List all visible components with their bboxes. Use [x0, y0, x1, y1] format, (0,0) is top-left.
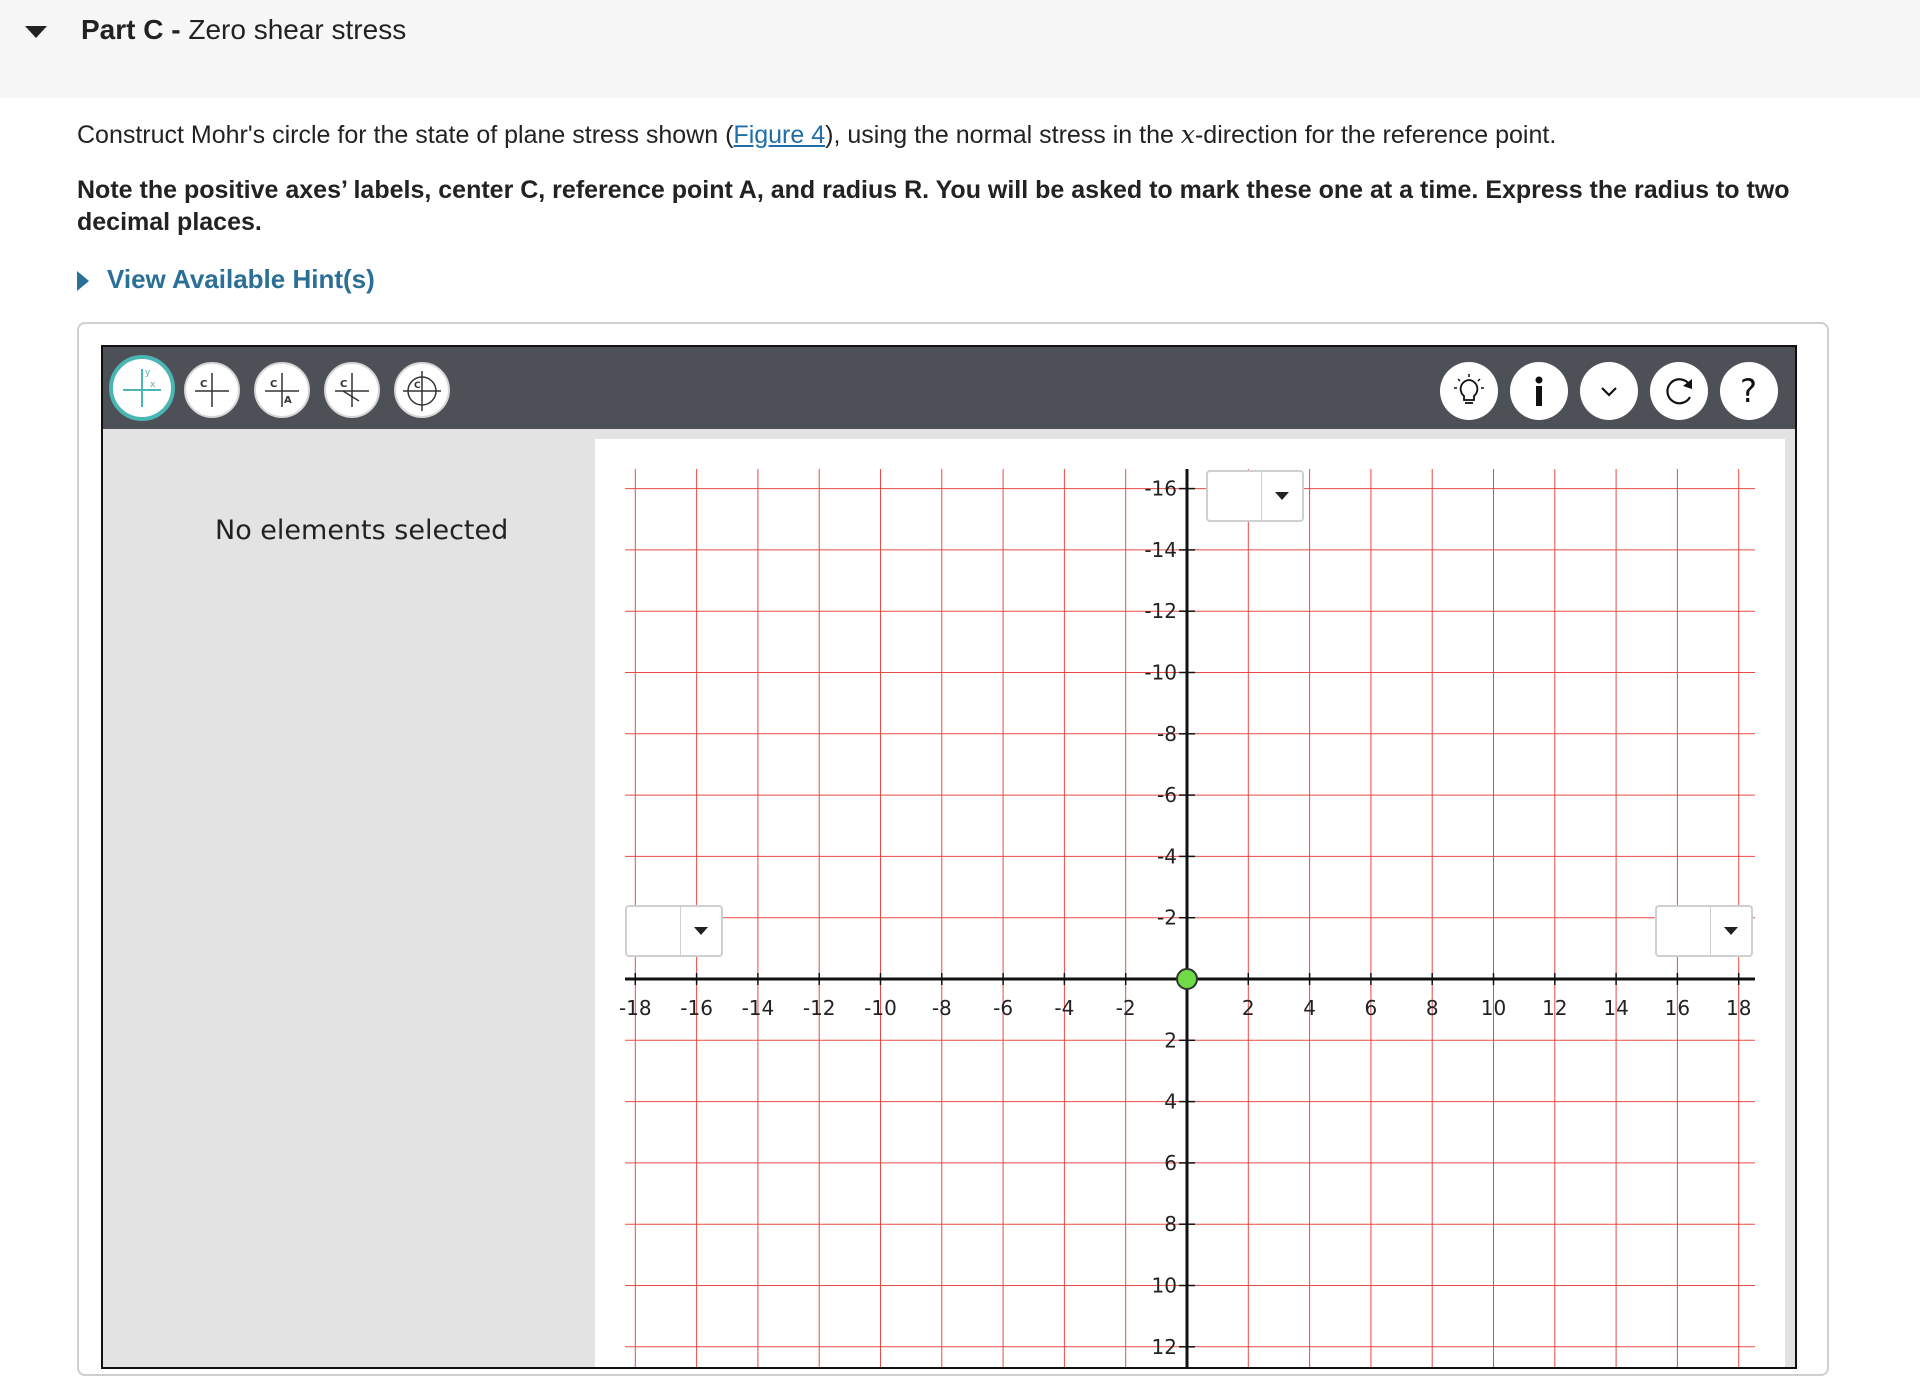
dropdown-arrow-icon[interactable]	[680, 907, 721, 955]
info-icon	[1520, 372, 1558, 410]
svg-text:C: C	[340, 379, 348, 390]
info-button[interactable]	[1510, 362, 1568, 420]
toolbar	[103, 347, 1795, 429]
note-text: Note the positive axes’ labels, center C, reference point A, and radius R. You will be asked to mark these one at a time. Express the radius to two decimal places.	[77, 176, 1790, 236]
part-subtitle: Zero shear stress	[188, 14, 407, 45]
origin-point[interactable]	[1177, 969, 1197, 989]
x-tick-label: -2	[1115, 996, 1136, 1020]
reference-point-tool-icon	[259, 367, 305, 413]
mohr-circle-tool	[101, 345, 1797, 1369]
center-tool-button[interactable]	[184, 362, 240, 418]
x-axis-positive-label-dropdown[interactable]	[1655, 905, 1753, 957]
part-title	[81, 14, 406, 46]
expand-arrow-icon	[77, 271, 89, 291]
collapse-arrow-icon[interactable]	[25, 26, 47, 38]
instructions-text-1: Construct Mohr's circle for the state of plane stress shown (	[77, 121, 734, 149]
svg-text:y: y	[145, 368, 151, 378]
x-tick-label: -10	[864, 996, 897, 1020]
y-tick-label: 12	[1151, 1334, 1177, 1359]
mohr-circle-graph[interactable]	[595, 439, 1785, 1367]
x-tick-label: 16	[1664, 996, 1691, 1020]
svg-text:C: C	[414, 381, 421, 391]
dropdown-arrow-icon[interactable]	[1261, 472, 1302, 520]
x-tick-label: 10	[1480, 996, 1507, 1020]
y-tick-label: -16	[1144, 476, 1177, 501]
y-tick-label: 10	[1151, 1273, 1177, 1298]
x-tick-label: -6	[993, 996, 1014, 1020]
instructions	[77, 120, 1897, 150]
graph-area[interactable]	[595, 439, 1785, 1367]
x-tick-label: -14	[741, 996, 775, 1020]
help-icon	[1729, 371, 1769, 411]
y-axis-positive-label-dropdown[interactable]	[1206, 470, 1304, 522]
svg-text:x: x	[150, 380, 156, 390]
x-tick-label: 14	[1603, 996, 1629, 1020]
expand-button[interactable]	[1580, 362, 1638, 420]
instructions-text-2: ), using the normal stress in the	[825, 121, 1181, 149]
svg-text:?: ?	[1740, 372, 1757, 410]
no-selection-text: No elements selected	[215, 515, 509, 546]
x-tick-label: 2	[1241, 996, 1255, 1020]
circle-tool-icon	[399, 367, 445, 413]
y-tick-label: -12	[1144, 599, 1177, 624]
dropdown-arrow-icon[interactable]	[1710, 907, 1751, 955]
reference-point-tool-button[interactable]	[254, 362, 310, 418]
y-tick-label: -2	[1157, 905, 1177, 930]
y-tick-label: 6	[1164, 1150, 1177, 1175]
x-tick-label: 6	[1364, 996, 1378, 1020]
y-tick-label: -10	[1144, 660, 1177, 685]
circle-tool-button[interactable]	[394, 362, 450, 418]
help-button[interactable]	[1720, 362, 1778, 420]
view-hints-toggle[interactable]	[77, 264, 375, 295]
y-tick-label: -8	[1157, 721, 1177, 746]
radius-tool-button[interactable]	[324, 362, 380, 418]
y-tick-label: 8	[1164, 1212, 1177, 1237]
reset-button[interactable]	[1650, 362, 1708, 420]
x-tick-label: -8	[931, 996, 952, 1020]
x-tick-label: 12	[1542, 996, 1568, 1020]
radius-tool-icon	[329, 367, 375, 413]
reset-icon	[1659, 371, 1699, 411]
x-tick-label: 4	[1303, 996, 1316, 1020]
x-tick-label: -12	[802, 996, 836, 1020]
lightbulb-icon	[1450, 372, 1488, 410]
part-header[interactable]	[0, 0, 1920, 98]
svg-text:C: C	[270, 379, 278, 390]
svg-text:A: A	[284, 395, 292, 406]
y-tick-label: -14	[1144, 537, 1177, 562]
properties-panel	[103, 429, 583, 1367]
axes-tool-button[interactable]	[109, 355, 175, 421]
x-tick-label: -4	[1054, 996, 1075, 1020]
y-tick-label: -4	[1157, 844, 1177, 869]
x-tick-label: 18	[1725, 996, 1752, 1020]
hint-button[interactable]	[1440, 362, 1498, 420]
center-tool-icon	[189, 367, 235, 413]
math-variable: x	[1180, 120, 1195, 149]
x-tick-label: -18	[618, 996, 652, 1020]
svg-text:C: C	[200, 379, 208, 390]
y-tick-label: 4	[1164, 1089, 1177, 1114]
y-tick-label: 2	[1164, 1028, 1177, 1053]
hint-label: View Available Hint(s)	[107, 264, 375, 294]
figure-link[interactable]: Figure 4	[733, 121, 826, 149]
x-axis-negative-label-dropdown[interactable]	[625, 905, 723, 957]
axes-tool-icon	[117, 363, 167, 413]
x-tick-label: 8	[1425, 996, 1439, 1020]
part-label: Part C -	[81, 14, 181, 45]
chevron-down-icon	[1594, 376, 1624, 406]
instructions-text-3: -direction for the reference point.	[1194, 121, 1557, 149]
x-tick-label: -16	[680, 996, 713, 1020]
y-tick-label: -6	[1157, 783, 1177, 808]
